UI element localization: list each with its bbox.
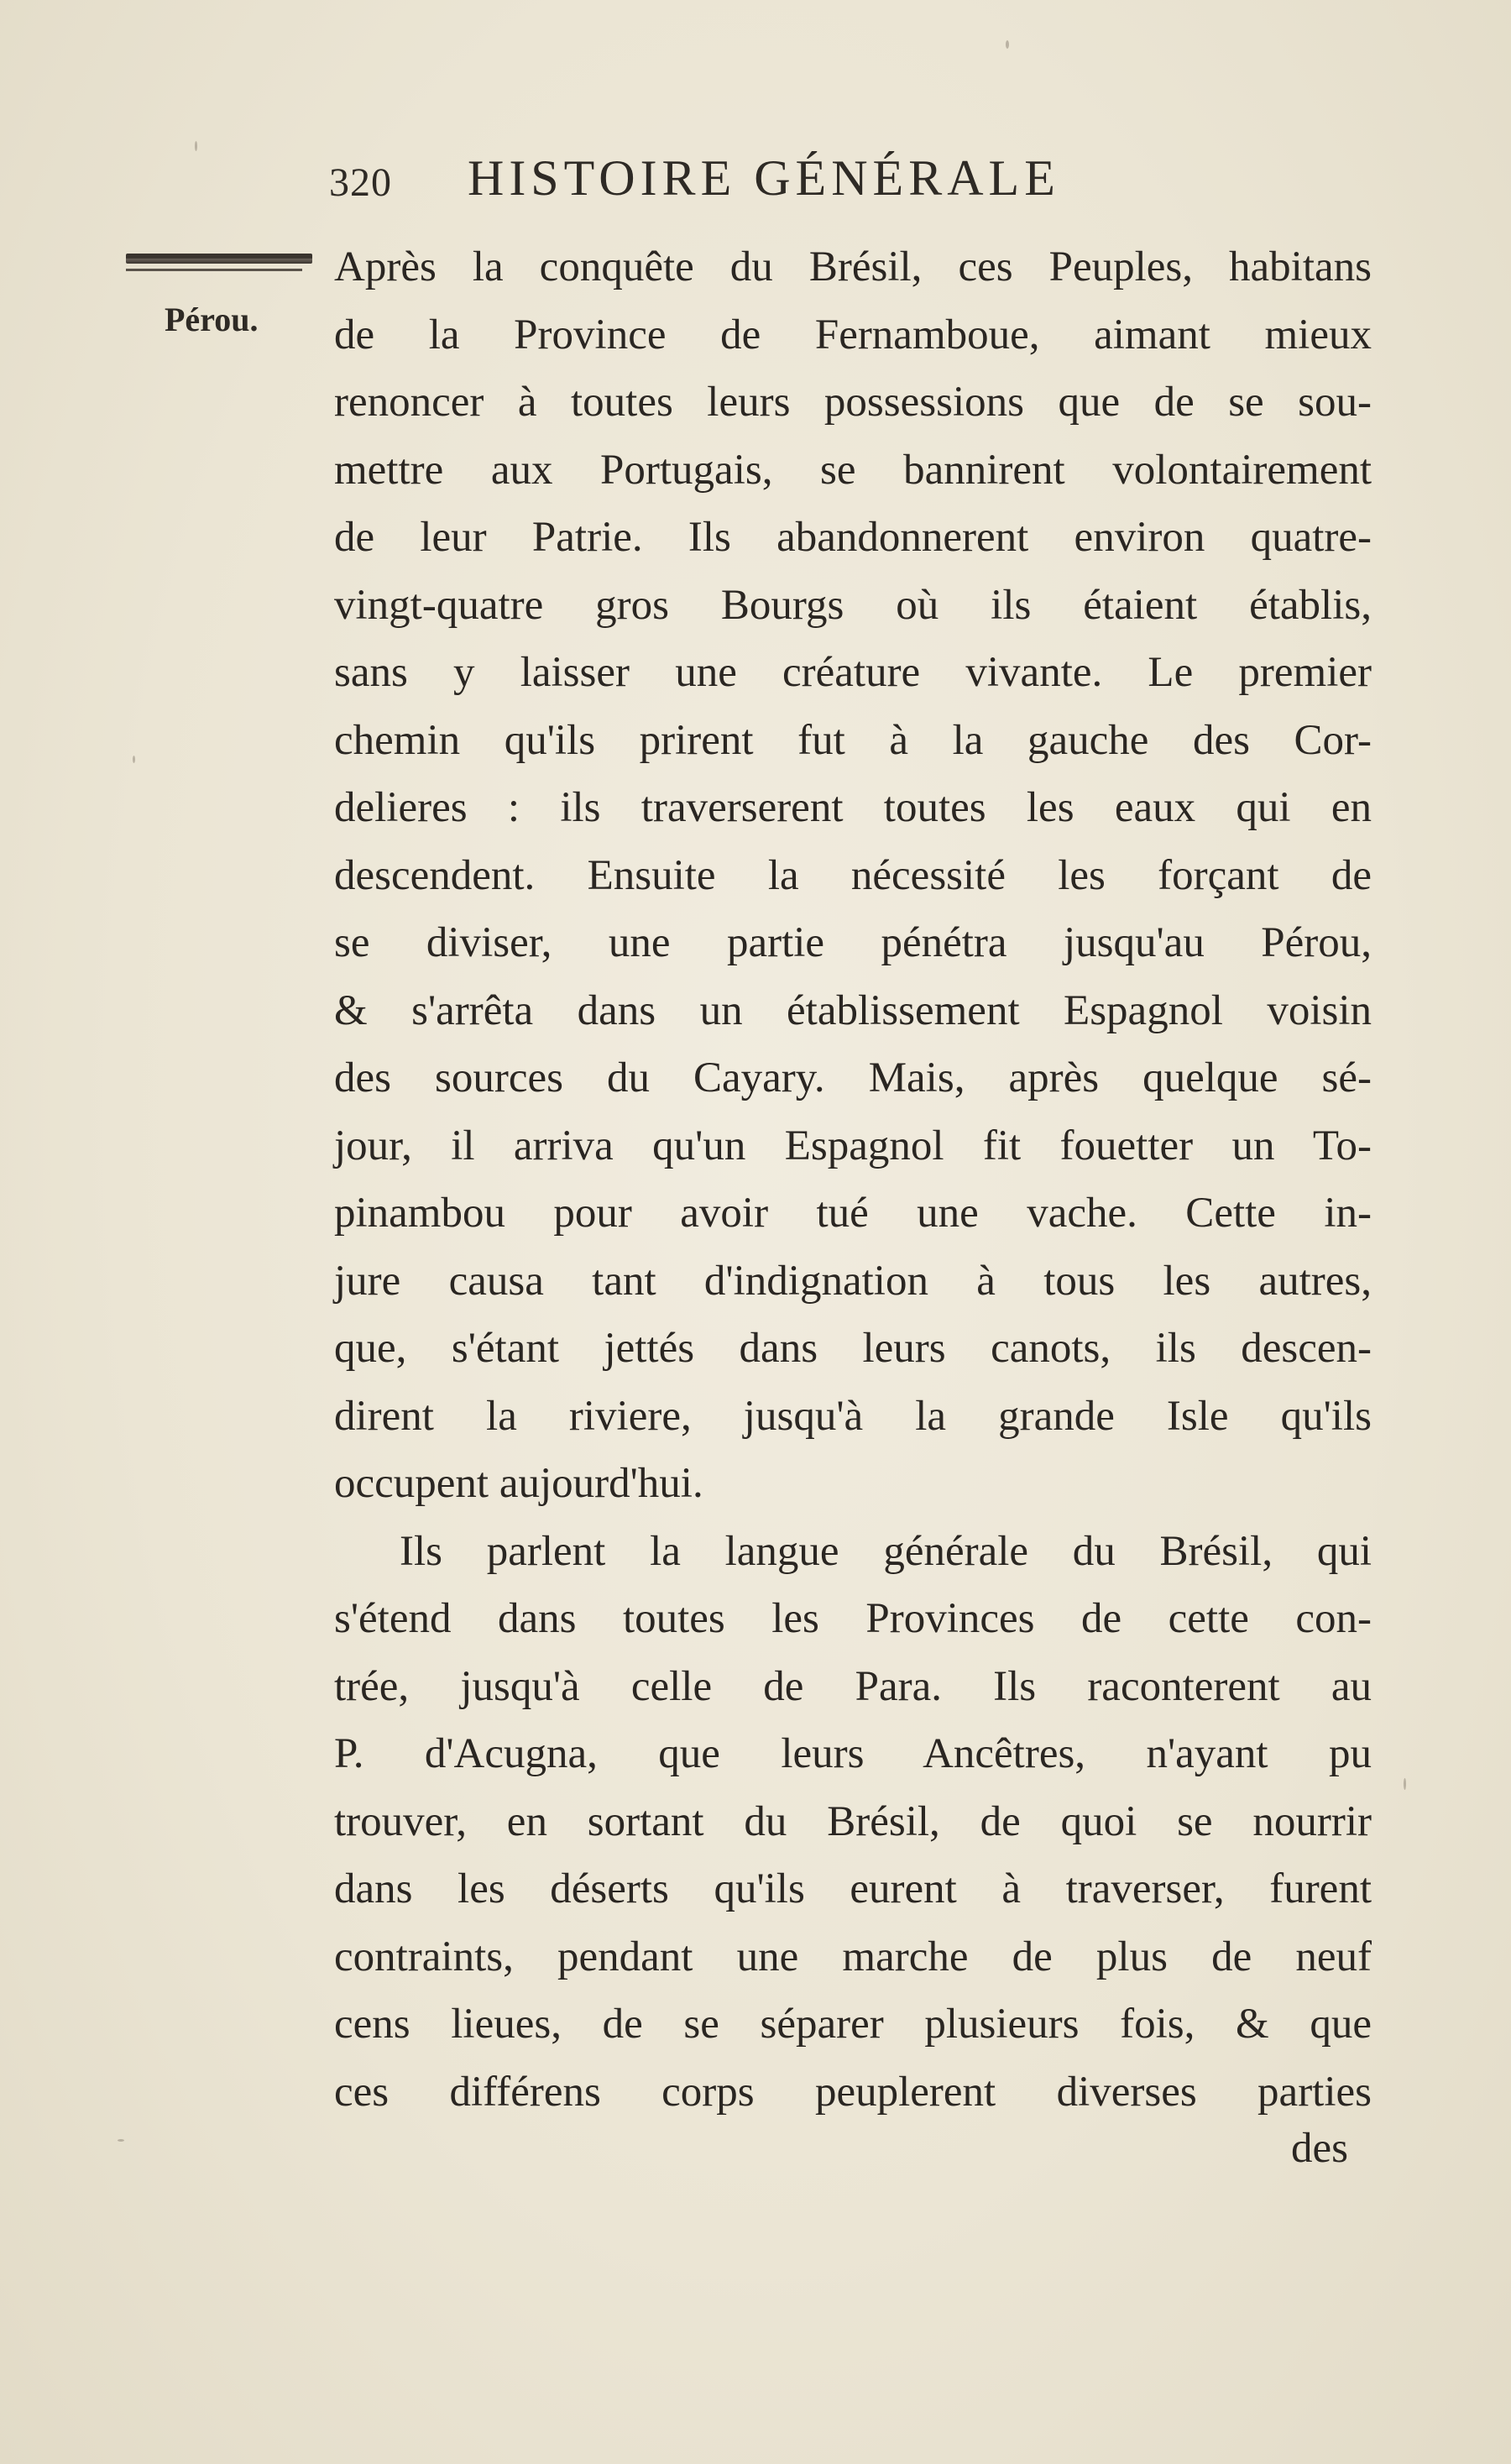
text-line: mettre aux Portugais, se bannirent volontairement [334, 446, 1372, 494]
text-line: s'étend dans toutes les Provinces de cette con- [334, 1595, 1372, 1642]
catchword: des [1291, 2125, 1348, 2172]
text-line: cens lieues, de se séparer plusieurs fois, & que [334, 2001, 1372, 2048]
text-line: contraints, pendant une marche de plus de neuf [334, 1933, 1372, 1980]
page-number: 320 [329, 160, 392, 205]
text-line: trouver, en sortant du Brésil, de quoi se nourrir [334, 1797, 1372, 1845]
text-line: des sources du Cayary. Mais, après quelque sé- [334, 1054, 1372, 1101]
paper-speck [1404, 1778, 1406, 1790]
text-line: delieres : ils traverserent toutes les eaux qui en [334, 784, 1372, 831]
paper-speck [118, 2139, 124, 2142]
paper-speck [133, 756, 135, 763]
text-line: renoncer à toutes leurs possessions que de se sou- [334, 379, 1372, 426]
margin-note: Pérou. [165, 301, 259, 338]
text-line: P. d'Acugna, que leurs Ancêtres, n'ayant pu [334, 1730, 1372, 1777]
text-line: de leur Patrie. Ils abandonnerent environ quatre- [334, 514, 1372, 561]
text-line: occupent aujourd'hui. [334, 1460, 703, 1507]
text-line: vingt-quatre gros Bourgs où ils étaient établis, [334, 581, 1372, 629]
margin-rule-thin [126, 269, 302, 271]
text-line: trée, jusqu'à celle de Para. Ils raconterent au [334, 1662, 1372, 1710]
text-line: chemin qu'ils prirent fut à la gauche des Cor- [334, 716, 1372, 764]
text-line: sans y laisser une créature vivante. Le premier [334, 649, 1372, 696]
text-line: Ils parlent la langue générale du Brésil, qui [400, 1527, 1372, 1575]
margin-rule [126, 254, 312, 264]
text-line: que, s'étant jettés dans leurs canots, ils descen- [334, 1325, 1372, 1372]
text-line: ces différens corps peuplerent diverses parties [334, 2068, 1372, 2116]
text-line: se diviser, une partie pénétra jusqu'au Pérou, [334, 919, 1372, 966]
text-line: dans les déserts qu'ils eurent à traverser, furent [334, 1865, 1372, 1912]
text-line: & s'arrêta dans un établissement Espagnol voisin [334, 986, 1372, 1034]
running-title: HISTOIRE GÉNÉRALE [468, 150, 1060, 206]
paper-speck [195, 141, 197, 151]
text-line: pinambou pour avoir tué une vache. Cette in- [334, 1190, 1372, 1237]
text-line: jure causa tant d'indignation à tous les autres, [334, 1257, 1372, 1305]
text-line: jour, il arriva qu'un Espagnol fit fouetter un To- [334, 1122, 1372, 1169]
text-line: dirent la riviere, jusqu'à la grande Isle qu'ils [334, 1392, 1372, 1440]
text-line: Après la conquête du Brésil, ces Peuples, habitans [334, 243, 1372, 290]
page-header [329, 149, 1252, 217]
body-text [334, 233, 1372, 2126]
paper-speck [1006, 40, 1009, 49]
text-line: descendent. Ensuite la nécessité les forçant de [334, 851, 1372, 899]
text-line: de la Province de Fernamboue, aimant mieux [334, 311, 1372, 358]
